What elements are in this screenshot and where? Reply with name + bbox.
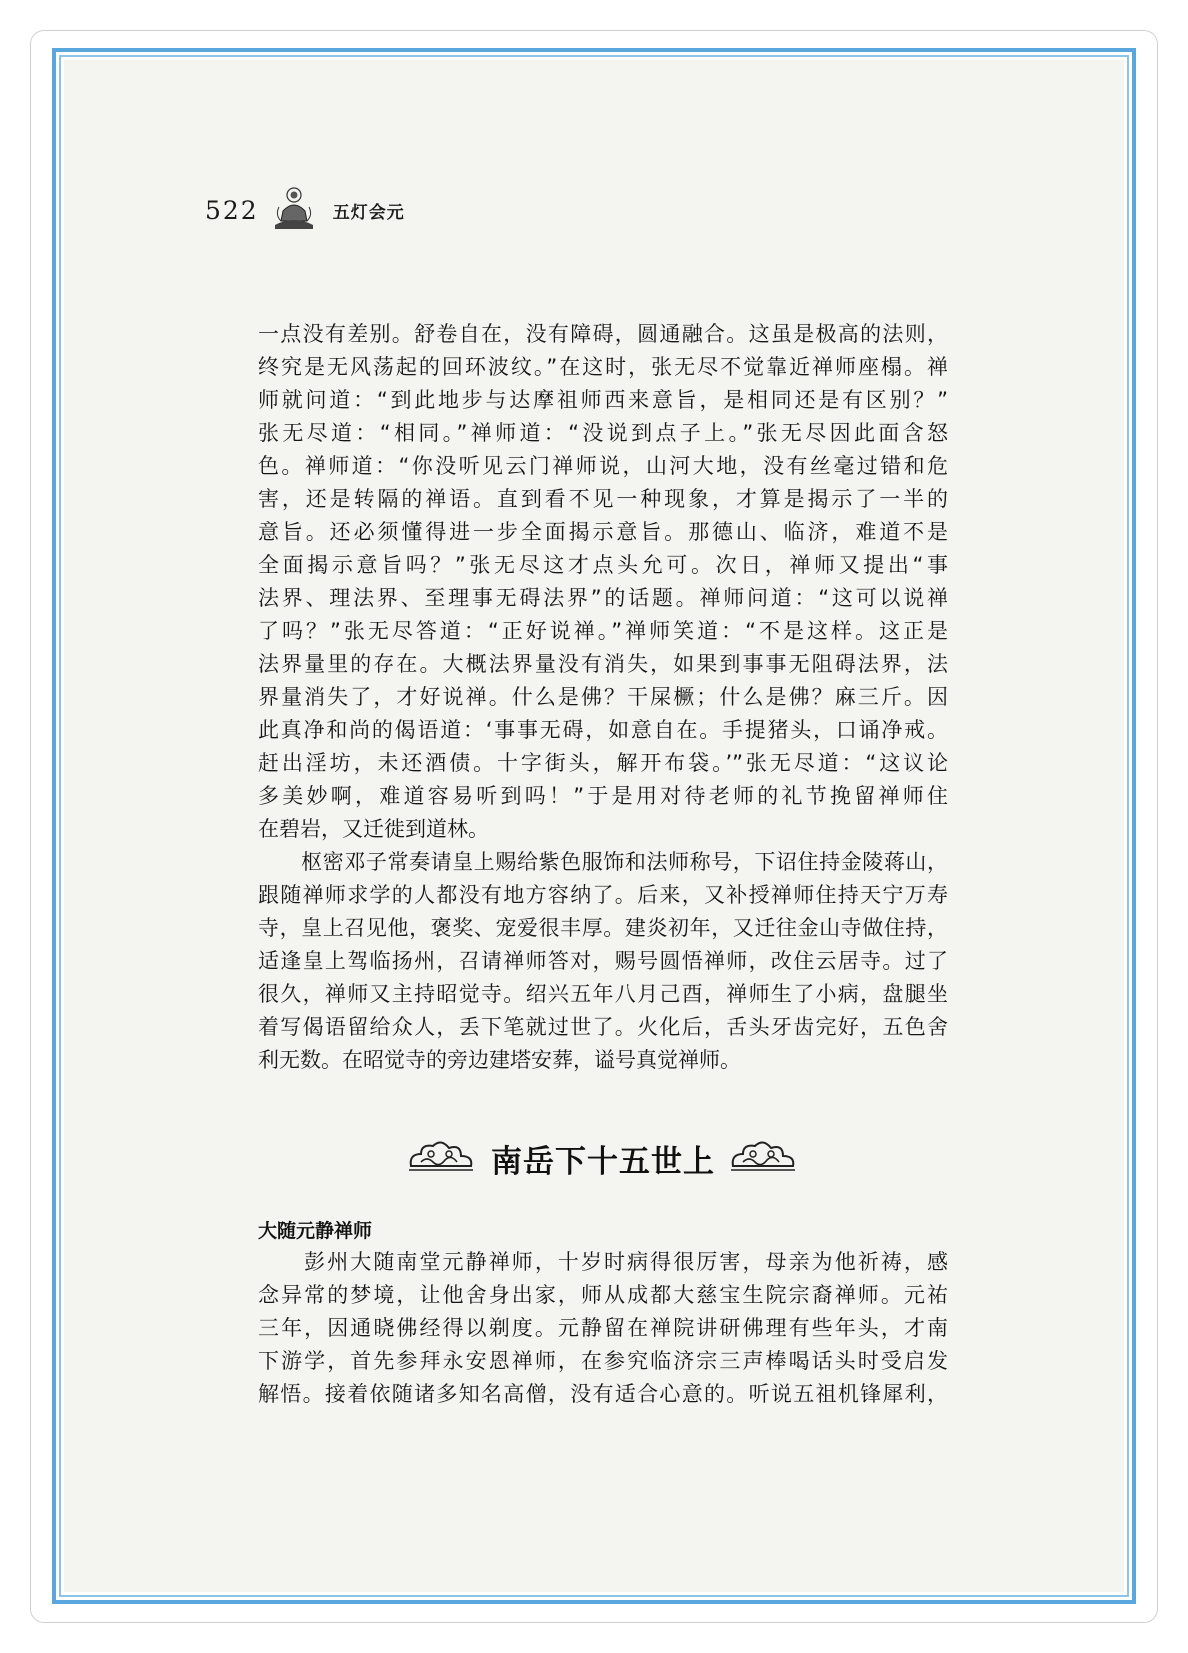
text-line: 下游学，首先参拜永安恩禅师，在参究临济宗三声棒喝话头时受启发	[258, 1349, 948, 1373]
text-line: 三年，因通晓佛经得以剃度。元静留在禅院讲研佛理有些年头，才南	[258, 1316, 948, 1340]
text-line: 一点没有差别。舒卷自在，没有障碍，圆通融合。这虽是极高的法则，	[258, 322, 948, 346]
body-section-2	[258, 1246, 948, 1411]
text-line: 多美妙啊，难道容易听到吗！”于是用对待老师的礼节挽留禅师住	[258, 784, 948, 808]
body-section-1	[258, 318, 948, 1077]
cloud-ornament-left-icon	[407, 1136, 477, 1180]
text-line: 法界、理法界、至理事无碍法界”的话题。禅师问道：“这可以说禅	[258, 586, 948, 610]
page-number: 522	[205, 195, 259, 225]
text-line: 念异常的梦境，让他舍身出家，师从成都大慈宝生院宗裔禅师。元祐	[258, 1283, 948, 1307]
text-line: 终究是无风荡起的回环波纹。”在这时，张无尽不觉靠近禅师座榻。禅	[258, 355, 948, 379]
book-title: 五灯会元	[332, 202, 405, 223]
text-line: 色。禅师道：“你没听见云门禅师说，山河大地，没有丝毫过错和危	[258, 454, 948, 478]
text-line: 彭州大随南堂元静禅师，十岁时病得很厉害，母亲为他祈祷，感	[258, 1250, 948, 1274]
cloud-ornament-right-icon	[729, 1136, 799, 1180]
text-line: 在碧岩，又迁徙到道林。	[258, 817, 489, 841]
text-line: 师就问道：“到此地步与达摩祖师西来意旨，是相同还是有区别？”	[258, 388, 948, 412]
section-title: 南岳下十五世上	[491, 1143, 715, 1180]
text-line: 适逢皇上驾临扬州，召请禅师答对，赐号圆悟禅师，改住云居寺。过了	[258, 949, 948, 973]
text-line: 赶出淫坊，未还酒债。十字街头，解开布袋。’”张无尽道：“这议论	[258, 751, 948, 775]
text-line: 此真净和尚的偈语道：‘事事无碍，如意自在。手提猪头，口诵净戒。	[258, 718, 948, 742]
text-line: 意旨。还必须懂得进一步全面揭示意旨。那德山、临济，难道不是	[258, 520, 948, 544]
text-line: 全面揭示意旨吗？”张无尽这才点头允可。次日，禅师又提出“事	[258, 553, 948, 577]
text-line: 界量消失了，才好说禅。什么是佛？干屎橛；什么是佛？麻三斤。因	[258, 685, 948, 709]
text-line: 害，还是转隔的禅语。直到看不见一种现象，才算是揭示了一半的	[258, 487, 948, 511]
text-line: 枢密邓子常奏请皇上赐给紫色服饰和法师称号，下诏住持金陵蒋山，	[258, 850, 948, 874]
text-line: 了吗？”张无尽答道：“正好说禅。”禅师笑道：“不是这样。这正是	[258, 619, 948, 643]
text-line: 张无尽道：“相同。”禅师道：“没说到点子上。”张无尽因此面含怒	[258, 421, 948, 445]
text-line: 法界量里的存在。大概法界量没有消失，如果到事事无阻碍法界，法	[258, 652, 948, 676]
text-line: 着写偈语留给众人，丢下笔就过世了。火化后，舌头牙齿完好，五色舍	[258, 1015, 948, 1039]
page-header	[205, 180, 405, 240]
text-line: 跟随禅师求学的人都没有地方容纳了。后来，又补授禅师住持天宁万寿	[258, 883, 948, 907]
buddha-icon	[271, 185, 317, 235]
section-heading	[258, 1130, 948, 1186]
text-line: 解悟。接着依随诸多知名高僧，没有适合心意的。听说五祖机锋犀利，	[258, 1382, 948, 1406]
text-line: 寺，皇上召见他，褒奖、宠爱很丰厚。建炎初年，又迁往金山寺做住持，	[258, 916, 948, 940]
text-line: 很久，禅师又主持昭觉寺。绍兴五年八月己酉，禅师生了小病，盘腿坐	[258, 982, 948, 1006]
subheading: 大随元静禅师	[258, 1220, 373, 1242]
text-line: 利无数。在昭觉寺的旁边建塔安葬，谥号真觉禅师。	[258, 1048, 741, 1072]
